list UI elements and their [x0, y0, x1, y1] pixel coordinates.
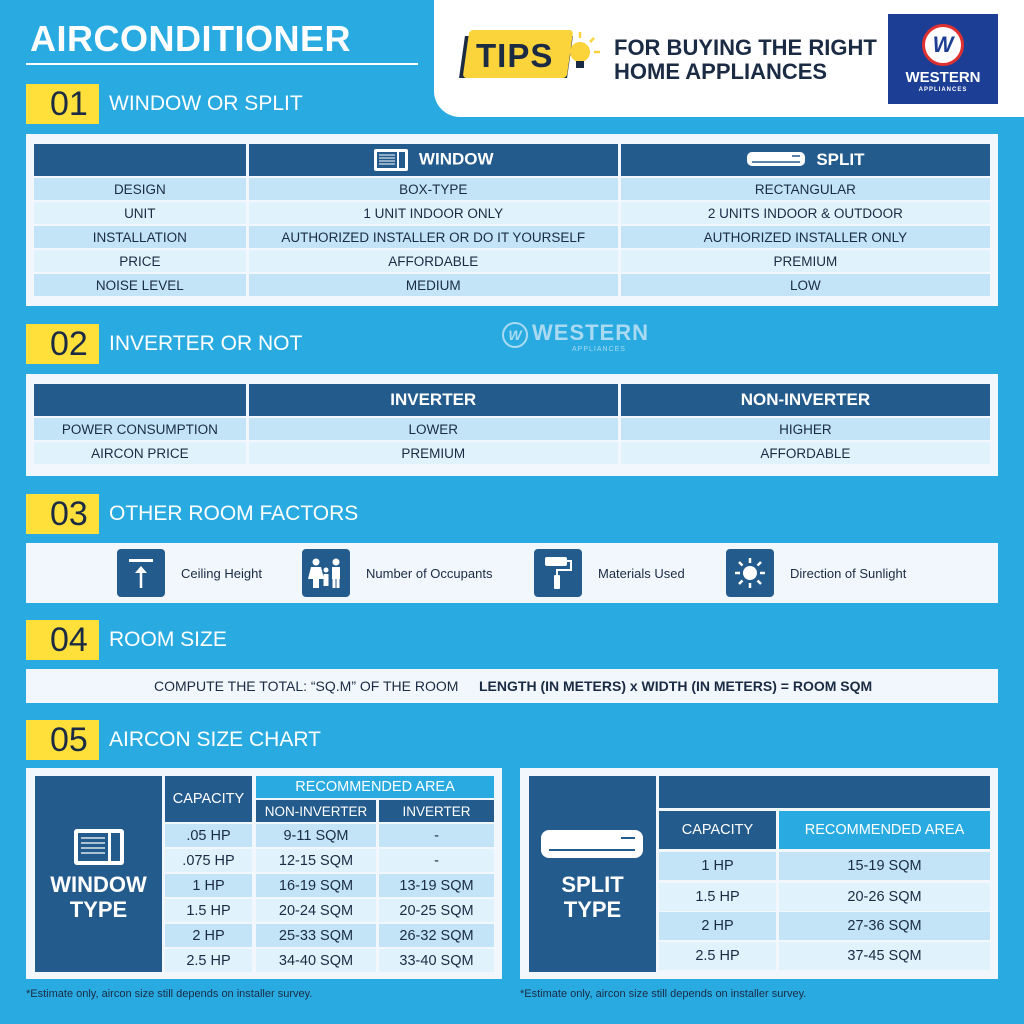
- paint-roller-icon: [534, 549, 582, 597]
- non-inverter-header: NON-INVERTER: [621, 384, 990, 416]
- table-row: [34, 226, 990, 248]
- recommended-area-header: RECOMMENDED AREA: [256, 776, 494, 798]
- window-split-table: [31, 142, 993, 298]
- split-aircon-icon: [539, 828, 645, 864]
- section-number-03: 03: [26, 494, 99, 534]
- factor-label: Ceiling Height: [181, 565, 262, 581]
- area-cell: 37-45 SQM: [779, 942, 990, 970]
- table-header-empty: [34, 384, 246, 416]
- factor-ceiling-height: [117, 548, 262, 598]
- factor-materials: [534, 548, 685, 598]
- window-type-block: [35, 776, 162, 972]
- title-underline: [26, 63, 418, 65]
- window-value: AUTHORIZED INSTALLER OR DO IT YOURSELF: [249, 226, 618, 248]
- capacity-cell: 1 HP: [165, 874, 252, 897]
- section-title-03: OTHER ROOM FACTORS: [109, 502, 359, 525]
- capacity-header: CAPACITY: [659, 811, 776, 849]
- table-header-row: [34, 144, 990, 176]
- capacity-cell: 1.5 HP: [165, 899, 252, 922]
- section-title-01: WINDOW OR SPLIT: [109, 92, 303, 115]
- factor-label: Direction of Sunlight: [790, 565, 907, 581]
- window-aircon-icon: [73, 828, 125, 866]
- table-row: [34, 250, 990, 272]
- non-inverter-cell: 16-19 SQM: [256, 874, 376, 897]
- table-row: [34, 274, 990, 296]
- tips-badge: TIPS: [476, 37, 554, 74]
- inverter-value: LOWER: [249, 418, 618, 440]
- non-inverter-cell: 20-24 SQM: [256, 899, 376, 922]
- area-cell: 27-36 SQM: [779, 912, 990, 940]
- row-label: PRICE: [34, 250, 246, 272]
- split-aircon-icon: [746, 150, 806, 170]
- capacity-cell: 1 HP: [659, 852, 776, 880]
- area-cell: 15-19 SQM: [779, 852, 990, 880]
- capacity-header: CAPACITY: [165, 776, 252, 822]
- capacity-cell: 2.5 HP: [165, 949, 252, 972]
- section-title-02: INVERTER OR NOT: [109, 332, 303, 355]
- section-number-05: 05: [26, 720, 99, 760]
- split-value: 2 UNITS INDOOR & OUTDOOR: [621, 202, 990, 224]
- non-inverter-cell: 25-33 SQM: [256, 924, 376, 947]
- table-row: [34, 442, 990, 464]
- page-title: AIRCONDITIONER: [30, 18, 351, 59]
- split-header: [621, 144, 990, 176]
- non-inverter-header: NON-INVERTER: [256, 800, 376, 822]
- inverter-cell: -: [379, 849, 494, 872]
- capacity-cell: 2.5 HP: [659, 942, 776, 970]
- table-row: [34, 418, 990, 440]
- window-value: AFFORDABLE: [249, 250, 618, 272]
- split-value: RECTANGULAR: [621, 178, 990, 200]
- window-header-label: WINDOW: [418, 149, 494, 169]
- room-size-instruction: COMPUTE THE TOTAL: “SQ.M” OF THE ROOM: [154, 678, 459, 694]
- window-chart-footnote: *Estimate only, aircon size still depends on installer survey.: [26, 988, 313, 1000]
- sun-icon: [726, 549, 774, 597]
- inverter-cell: 33-40 SQM: [379, 949, 494, 972]
- inverter-header: INVERTER: [249, 384, 618, 416]
- split-value: PREMIUM: [621, 250, 990, 272]
- window-header: [249, 144, 618, 176]
- non-inverter-value: AFFORDABLE: [621, 442, 990, 464]
- split-type-line1: SPLIT: [561, 872, 624, 897]
- factor-sunlight: [726, 548, 906, 598]
- inverter-cell: 26-32 SQM: [379, 924, 494, 947]
- western-logo: [888, 14, 998, 104]
- window-value: BOX-TYPE: [249, 178, 618, 200]
- capacity-cell: 2 HP: [165, 924, 252, 947]
- tips-heading-line1: FOR BUYING THE RIGHT: [614, 35, 877, 60]
- section-number-01: 01: [26, 84, 99, 124]
- capacity-cell: .05 HP: [165, 824, 252, 847]
- non-inverter-cell: 9-11 SQM: [256, 824, 376, 847]
- row-label: POWER CONSUMPTION: [34, 418, 246, 440]
- window-type-line2: TYPE: [69, 897, 128, 922]
- split-chart-top-band: [659, 776, 990, 808]
- split-value: AUTHORIZED INSTALLER ONLY: [621, 226, 990, 248]
- non-inverter-cell: 34-40 SQM: [256, 949, 376, 972]
- row-label: UNIT: [34, 202, 246, 224]
- inverter-value: PREMIUM: [249, 442, 618, 464]
- non-inverter-cell: 12-15 SQM: [256, 849, 376, 872]
- inverter-table: [31, 382, 993, 466]
- factor-label: Number of Occupants: [366, 565, 493, 581]
- window-value: 1 UNIT INDOOR ONLY: [249, 202, 618, 224]
- watermark-subtitle: APPLIANCES: [572, 346, 626, 353]
- window-type-line1: WINDOW: [50, 872, 147, 897]
- table-row: [34, 202, 990, 224]
- table-header-empty: [34, 144, 246, 176]
- room-size-formula: LENGTH (IN METERS) x WIDTH (IN METERS) = ROOM SQM: [479, 678, 873, 694]
- section-number-02: 02: [26, 324, 99, 364]
- section-title-04: ROOM SIZE: [109, 628, 227, 651]
- split-chart-footnote: *Estimate only, aircon size still depends on installer survey.: [520, 988, 807, 1000]
- occupants-icon: [302, 549, 350, 597]
- ceiling-height-icon: [117, 549, 165, 597]
- split-type-line2: TYPE: [563, 897, 622, 922]
- non-inverter-value: HIGHER: [621, 418, 990, 440]
- table-row: [34, 178, 990, 200]
- logo-emblem-icon: W: [922, 24, 964, 66]
- section-number-04: 04: [26, 620, 99, 660]
- table-header-row: [34, 384, 990, 416]
- row-label: NOISE LEVEL: [34, 274, 246, 296]
- split-value: LOW: [621, 274, 990, 296]
- capacity-cell: .075 HP: [165, 849, 252, 872]
- logo-name: WESTERN: [905, 69, 981, 86]
- watermark-name: WESTERN: [532, 320, 649, 345]
- tips-heading-line2: HOME APPLIANCES: [614, 59, 828, 84]
- row-label: AIRCON PRICE: [34, 442, 246, 464]
- window-aircon-icon: [373, 148, 409, 172]
- split-header-label: SPLIT: [816, 149, 865, 169]
- tips-heading: [614, 36, 877, 84]
- split-type-block: [529, 776, 656, 972]
- row-label: INSTALLATION: [34, 226, 246, 248]
- factor-occupants: [302, 548, 492, 598]
- area-cell: 20-26 SQM: [779, 883, 990, 911]
- factor-label: Materials Used: [598, 565, 685, 581]
- inverter-header: INVERTER: [379, 800, 494, 822]
- section-title-05: AIRCON SIZE CHART: [109, 728, 321, 751]
- inverter-cell: 13-19 SQM: [379, 874, 494, 897]
- logo-subtitle: APPLIANCES: [918, 87, 968, 93]
- window-value: MEDIUM: [249, 274, 618, 296]
- row-label: DESIGN: [34, 178, 246, 200]
- capacity-cell: 1.5 HP: [659, 883, 776, 911]
- inverter-cell: -: [379, 824, 494, 847]
- capacity-cell: 2 HP: [659, 912, 776, 940]
- inverter-cell: 20-25 SQM: [379, 899, 494, 922]
- watermark-emblem-icon: W: [502, 322, 528, 348]
- recommended-area-header: RECOMMENDED AREA: [779, 811, 990, 849]
- lightbulb-icon: [558, 28, 614, 84]
